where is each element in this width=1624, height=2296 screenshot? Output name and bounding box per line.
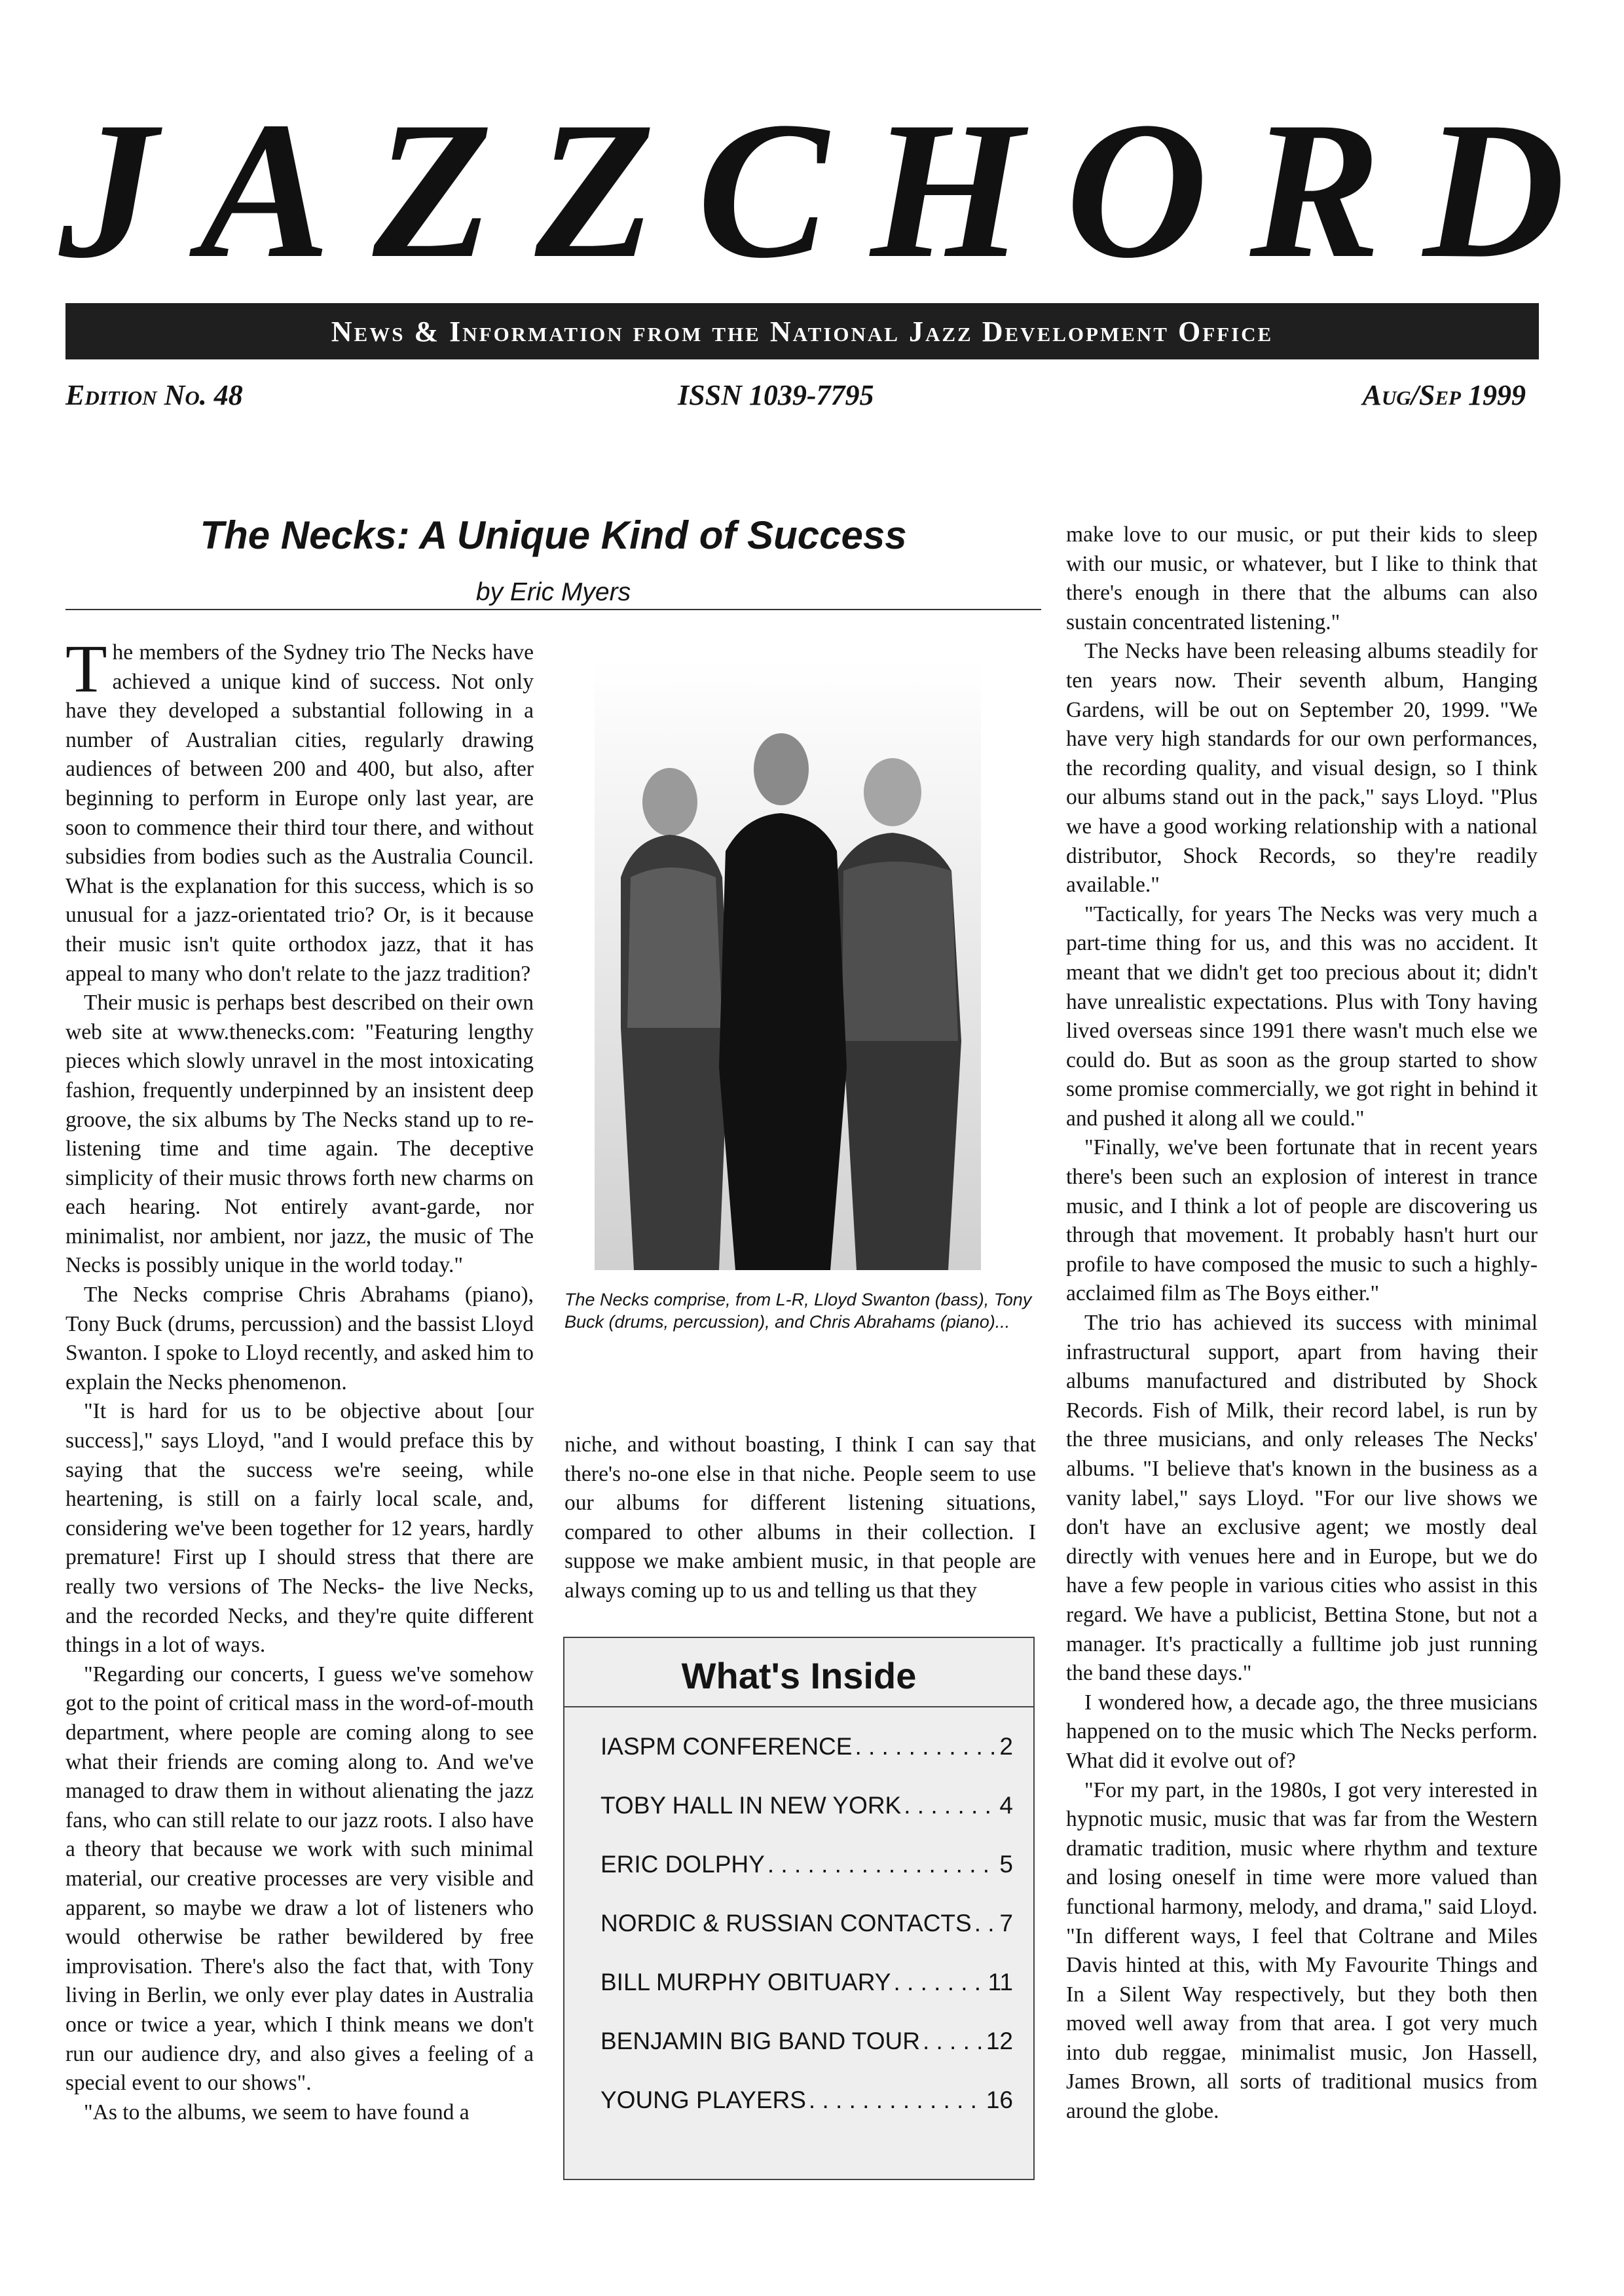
contents-item — [600, 1851, 1013, 1910]
contents-item — [600, 2086, 1013, 2145]
issue-line — [65, 378, 1539, 418]
paragraph: Their music is perhaps best described on their own web site at www.thenecks.com: "Featuring lengthy pieces which slowly unravel in the most intoxicating fashion, frequently underpinned by an insistent deep groove, the six albums by The Necks stand up to re-listening time and time again. The deceptive simplicity of their music throws forth new charms on each hearing. Not entirely avant-garde, nor minimalist, nor ambient, nor jazz, the music of The Necks is possibly unique in the world today." — [65, 991, 534, 1278]
leader-dots — [809, 2086, 984, 2114]
paragraph: "Tactically, for years The Necks was very much a part-time thing for us, and this was no accident. It meant that we didn't get too precious about it; didn't have unrealistic expectations. Plus with Tony having lived overseas since 1991 there wasn't much else we could do. But as soon as the group started to show some promise commercially, we got right in behind it and pushed it along all we could." — [1066, 902, 1538, 1131]
contents-item-title: TOBY HALL IN NEW YORK — [600, 1792, 902, 1819]
paragraph — [65, 638, 534, 989]
contents-item-page: 12 — [986, 2028, 1013, 2054]
leader-dots — [904, 1792, 997, 1819]
article-headline: The Necks: A Unique Kind of Success — [200, 513, 907, 557]
photo-caption: The Necks comprise, from L-R, Lloyd Swanton (bass), Tony Buck (drums, percussion), and Chris Abrahams (piano)... — [564, 1290, 1032, 1332]
contents-item — [600, 1792, 1013, 1851]
masthead-letter: O — [1065, 81, 1208, 299]
edition-number: Edition No. 48 — [65, 379, 243, 411]
issn: ISSN 1039-7795 — [678, 379, 874, 411]
whats-inside-box — [563, 1637, 1035, 2180]
leader-dots — [855, 1733, 997, 1760]
leader-dots — [974, 1910, 997, 1937]
contents-item — [600, 2028, 1013, 2086]
contents-item-page: 5 — [999, 1851, 1013, 1878]
contents-item-page: 2 — [999, 1733, 1013, 1760]
contents-item-title: BILL MURPHY OBITUARY — [600, 1969, 891, 1995]
paragraph: "Finally, we've been fortunate that in recent years there's been such an explosion of interest in trance music, and I think a lot of people are discovering us through that movement. It probably hasn't hurt our profile to have composed the music to such a highly-acclaimed film as The Boys either." — [1066, 1135, 1538, 1306]
paragraph: The trio has achieved its success with minimal infrastructural support, apart from having their albums manufactured and distributed by Shock Records. Fish of Milk, their record label, is run by the three musicians, and only releases The Necks' albums. "I believe that's known in the business as a vanity label," says Lloyd. "For our live shows we don't have an exclusive agent; we mostly deal directly with venues here and in Europe, but we do have a few people in various cities who assist in this regard. We have a publicist, Bettina Stone, but not a manager. It's practically a fulltime job just running the band these days." — [1066, 1311, 1538, 1686]
whats-inside-rule — [564, 1706, 1033, 1707]
masthead-letter: C — [697, 81, 828, 299]
contents-list — [600, 1733, 1013, 2145]
paragraph: "For my part, in the 1980s, I got very interested in hypnotic music, music that was far from the Western dramatic tradition, music where rhythm and texture and losing oneself in time were more valued than functional harmony, melody, and drama," said Lloyd. "In different ways, I feel that Coltrane and Miles Davis hinted at this, with My Favourite Things and In a Silent Way respectively, but they both then moved well away from that area. I got very much into dub reggae, minimalist music, Jon Hassell, James Brown, all sorts of traditional musics from around the globe. — [1066, 1777, 1538, 2124]
contents-item-title: BENJAMIN BIG BAND TOUR — [600, 2028, 920, 2054]
paragraph: niche, and without boasting, I think I can say that there's no-one else in that niche. People seem to use our albums for different listening situations, compared to other albums in their collection. I suppose we make ambient music, in that people are always coming up to us and telling us that they — [564, 1432, 1036, 1603]
paragraph: The Necks comprise Chris Abrahams (piano), Tony Buck (drums, percussion) and the bassist Lloyd Swanton. I spoke to Lloyd recently, and asked him to explain the Necks phenomenon. — [65, 1283, 534, 1394]
article-column-3 — [1066, 520, 1538, 2170]
band-photo — [595, 661, 981, 1270]
contents-item-title: YOUNG PLAYERS — [600, 2086, 806, 2113]
masthead-letter: Z — [373, 81, 493, 299]
contents-item — [600, 1733, 1013, 1792]
headline-rule — [65, 609, 1041, 610]
whats-inside-title: What's Inside — [681, 1655, 917, 1696]
masthead-letter: H — [870, 81, 1024, 299]
masthead-letter: A — [199, 81, 331, 299]
paragraph: make love to our music, or put their kids to sleep with our music, or whatever, but I like to think that there's enough in there that the albums can also sustain concentrated listening." — [1066, 522, 1538, 634]
contents-item-title: ERIC DOLPHY — [600, 1851, 765, 1878]
leader-dots — [923, 2028, 984, 2055]
masthead-letter: D — [1423, 81, 1565, 299]
paragraph: The Necks have been releasing albums steadily for ten years now. Their seventh album, Hanging Gardens, will be out on September 20, 1999. "We have very high standards for our own performances, the recording quality, and visual design, so I think our albums stand out in the pack," says Lloyd. "Plus we have a good working relationship with a national distributor, Shock Records, so they're readily available." — [1066, 639, 1538, 898]
contents-item-page: 16 — [986, 2086, 1013, 2113]
masthead-letter: Z — [535, 81, 655, 299]
paragraph: "It is hard for us to be objective about [our success]," says Lloyd, "and I would preface this by saying that the success we're seeing, while heartening, is still on a fairly local scale, and, considering we've been together for 12 years, hardly premature! First up I should stress that there are really two versions of The Necks- the live Necks, and the recorded Necks, and they're quite different things in a lot of ways. — [65, 1399, 534, 1658]
paragraph-text: he members of the Sydney trio The Necks have achieved a unique kind of success. Not only have they developed a substantial following in a number of Australian cities, regularly drawing audiences of between 200 and 400, but also, after beginning to perform in Europe only last year, are soon to commence their third tour there, and without subsidies from bodies such as the Australia Council. What is the explanation for this success, which is so unusual for a jazz-orientated trio? Or, is it because their music isn't quite orthodox jazz, that it has appeal to many who don't relate to the jazz tradition? — [65, 640, 534, 986]
contents-item — [600, 1969, 1013, 2028]
leader-dots — [767, 1851, 997, 1878]
leader-dots — [893, 1969, 985, 1996]
contents-item-title: IASPM CONFERENCE — [600, 1733, 853, 1760]
masthead-banner: News & Information from the National Jazz Development Office — [65, 303, 1539, 359]
drop-cap: T — [65, 638, 107, 706]
paragraph: "Regarding our concerts, I guess we've somehow got to the point of critical mass in the word-of-mouth department, where people are coming along to see what their friends are coming along to. And we've managed to draw them in without alienating the jazz fans, who can still relate to our jazz roots. I also have a theory that because we work with such minimal material, our creative processes are very visible and apparent, so maybe we draw a lot of listeners who would otherwise be rather bewildered by free improvisation. There's also the fact that, with Tony living in Berlin, we only ever play dates in Australia once or twice a year, which I think means we don't run our audience dry, and also gives a feeling of a special event to our shows". — [65, 1662, 534, 2096]
contents-item-title: NORDIC & RUSSIAN CONTACTS — [600, 1910, 972, 1937]
article-column-1 — [65, 638, 534, 2196]
masthead-letter: R — [1249, 81, 1381, 299]
paragraph: "As to the albums, we seem to have found a — [84, 2100, 470, 2124]
contents-item-page: 7 — [999, 1910, 1013, 1937]
masthead-title — [59, 81, 1565, 299]
article-byline: by Eric Myers — [475, 578, 631, 606]
contents-item-page: 4 — [999, 1792, 1013, 1819]
article-column-2 — [564, 1430, 1036, 1647]
masthead-letter: J — [59, 81, 157, 299]
issue-date: Aug/Sep 1999 — [1362, 379, 1526, 411]
paragraph: I wondered how, a decade ago, the three musicians happened on to the music which The Necks perform. What did it evolve out of? — [1066, 1690, 1538, 1773]
contents-item — [600, 1910, 1013, 1969]
contents-item-page: 11 — [987, 1969, 1013, 1995]
band-photo-illustration — [595, 661, 981, 1270]
